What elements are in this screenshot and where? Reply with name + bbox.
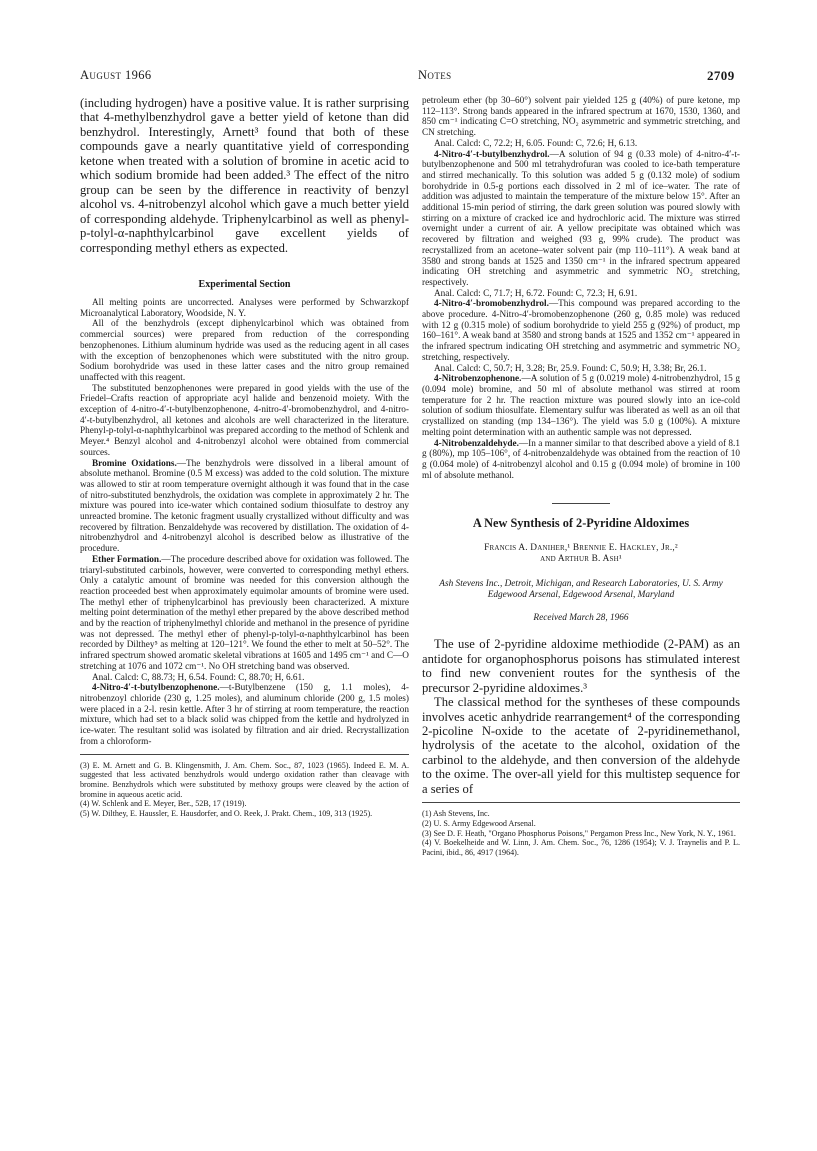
page-number: 2709 bbox=[707, 68, 735, 83]
analysis-line: Anal. Calcd: C, 72.2; H, 6.05. Found: C, 72.6; H, 6.13. bbox=[434, 138, 638, 149]
paragraph-heading: 4-Nitro-4′-t-butylbenzophenone. bbox=[92, 683, 220, 694]
footnote-divider bbox=[422, 802, 740, 803]
footnote-divider bbox=[80, 754, 409, 755]
footnote: (4) V. Boekelheide and W. Linn, J. Am. Chem. Soc., 76, 1286 (1954); V. J. Traynelis and P. L. Pacini, ibid., 86, 4917 (1964). bbox=[422, 838, 740, 858]
exp-paragraph-1: All melting points are uncorrected. Analyses were performed by Schwarzkopf Microanalytical Laboratory, Woodside, N. Y. bbox=[80, 297, 409, 319]
exp-paragraph-3: The substituted benzophenones were prepared in good yields with the use of the Friedel–Crafts reaction of appropriate acyl halide and benzenoid moiety. With the exception of 4-nitro-4′-t-butylbenzophenone, 4-nitro-4′-bromobenzhydrol, and 4-nitro-4′-t-butylbenzhydrol, all ketones and alcohols are well characterized in the literature. Phenyl-p-tolyl-α-naphthylcarbinol was prepared according to the method of Schlenk and Meyer.⁴ Benzyl alcohol and 4-nitrobenzyl alcohol were obtained from commercial sources. bbox=[80, 383, 409, 458]
section-heading: Experimental Section bbox=[198, 278, 291, 290]
paragraph-heading: Bromine Oxidations. bbox=[92, 458, 177, 469]
paragraph-heading: 4-Nitrobenzaldehyde. bbox=[434, 438, 519, 449]
footnote: (1) Ash Stevens, Inc. bbox=[422, 809, 490, 819]
paragraph-text: —This compound was prepared according to the above procedure. 4-Nitro-4′-bromobenzophenone (260 g, 0.85 mole) was reduced with 12 g (0.315 mole) of sodium borohydride to yield 255 g (92%) of product, mp 160–161°. A weak band at 3580 and strong bands at 1525 and 1352 cm⁻¹ appeared in the infrared spectrum indicating OH stretching and asymmetric and symmetric NO₂ stretching, respectively. bbox=[422, 299, 740, 363]
exp-paragraph-4 bbox=[80, 459, 409, 555]
paragraph-text: —In a manner similar to that described above a yield of 8.1 g (80%), mp 105–106°, of 4-nitrobenzaldehyde was obtained from the reaction of 10 g (0.064 mole) of 4-nitrobenzyl alcohol and 0.15 g (0.094 mole) of bromine in 100 ml of absolute methanol. bbox=[422, 438, 740, 481]
article-separator bbox=[552, 503, 610, 504]
paragraph-heading: 4-Nitro-4′-t-butylbenzhydrol. bbox=[434, 149, 550, 160]
footnote: (3) E. M. Arnett and G. B. Klingensmith, J. Am. Chem. Soc., 87, 1023 (1965). Indeed E. M. A. suggested that less activated benzhydrols would undergo oxidation rather than cleavage with bromine. Benzhydrols which were substituted by methoxy groups were cleaved by the action of bromine in aqueous acetic acid. bbox=[80, 760, 409, 799]
paragraph-text: —A solution of 5 g (0.0219 mole) 4-nitrobenzhydrol, 15 g (0.094 mole) bromine, and 50 ml of absolute methanol was stirred at room temperature for 2 hr. The reaction mixture was poured slowly into an ice-cold solution of sodium thiosulfate. Elementary sulfur was liberated as well as an oil that crystallized on standing (mp 134–136°). The yield was 5.0 g (100%). A mixture melting point determination with an authentic sample was not depressed. bbox=[422, 374, 740, 438]
footnote: (5) W. Dilthey, E. Haussler, E. Hausdorfer, and O. Reek, J. Prakt. Chem., 109, 313 (1925). bbox=[80, 809, 373, 819]
running-header-section: Notes bbox=[418, 68, 452, 82]
footnote: (2) U. S. Army Edgewood Arsenal. bbox=[422, 819, 536, 828]
footnote: (4) W. Schlenk and E. Meyer, Ber., 52B, 17 (1919). bbox=[80, 799, 247, 809]
analysis-line: Anal. Calcd: C, 88.73; H, 6.54. Found: C, 88.70; H, 6.61. bbox=[92, 672, 305, 683]
exp-paragraph bbox=[422, 439, 740, 482]
paragraph-heading: 4-Nitrobenzophenone. bbox=[434, 374, 522, 385]
footnote: (3) See D. F. Heath, "Organo Phosphorus Poisons," Pergamon Press Inc., New York, N. Y., 1961. bbox=[422, 828, 736, 838]
paragraph-text: —The procedure described above for oxidation was followed. The triaryl-substituted carbinols, however, were converted to corresponding methyl ethers. Only a catalytic amount of bromine was needed for this conversion although the reaction proceeded best when approximately equimolar amounts of bromine were used. The methyl ether of triphenylcarbinol has previously been characterized. A mixture melting point determination of the methyl ether prepared by the above described method and by the reaction of triphenylmethyl chloride and methanol in the presence of pyridine was not depressed. The methyl ether of phenyl-p-tolyl-α-naphthylcarbinol has been recorded by Dilthey⁵ as melting at 120–121°. We found the ether to melt at 50–52°. The infrared spectrum showed aromatic skeletal vibrations at 1605 and 1495 cm⁻¹ and C—O stretching at 1076 and 1072 cm⁻¹. No OH stretching band was observed. bbox=[80, 554, 409, 672]
paragraph-text: —A solution of 94 g (0.33 mole) of 4-nitro-4′-t-butylbenzophenone and 500 ml tetrahydrofuran was cooled to ice-bath temperature and stirred mechanically. To this solution was added 5 g (0.132 mole) of sodium borohydride in 0.5-g portions each dissolved in 2 ml of ice–water. The rate of addition was adjusted to maintain the temperature of the mixture below 15°. After an additional 15-min period of stirring, the dark green solution was poured slowly with stirring on a mixture of cracked ice and hydrochloric acid. The mixture was stirred overnight under a current of air. A yellow precipitate was obtained which was recovered by filtration and weighed (93 g, 99% crude). The product was recrystallized from an acetone–water solvent pair (mp 110–111°). A weak band at 3580 and strong bands at 1525 and 1350 cm⁻¹ in the infrared spectrum appeared indicating OH stretching and asymmetric and symmetric NO₂ stretching, respectively. bbox=[422, 149, 740, 288]
paragraph-text: —t-Butylbenzene (150 g, 1.1 moles), 4-nitrobenzoyl chloride (230 g, 1.25 moles), and aluminum chloride (200 g, 1.5 moles) were placed in a 2-l. resin kettle. After 3 hr of stirring at room temperature, the reaction mixture, which had set to a black solid was chipped from the kettle and hydrolyzed in ice-water. The resultant solid was isolated by filtration and air dried. Recrystallization from a chloroform- bbox=[80, 683, 409, 747]
affiliation: Ash Stevens Inc., Detroit, Michigan, and Research Laboratories, U. S. Army Edgewood Arsenal, Edgewood Arsenal, Maryland bbox=[439, 579, 723, 601]
running-header-date: August 1966 bbox=[80, 68, 152, 82]
authors bbox=[422, 543, 740, 565]
analysis-line: Anal. Calcd: C, 50.7; H, 3.28; Br, 25.9. Found: C, 50.9; H, 3.38; Br, 26.1. bbox=[434, 363, 707, 374]
paragraph-text: —The benzhydrols were dissolved in a liberal amount of absolute methanol. Bromine (0.5 M excess) was added to the cold solution. The mixture was allowed to stir at room temperature overnight although it was found that in the case of nitro-substituted benzhydrols, the oxidation was complete in approximately 2 hr. The mixture was poured into ice-water which contained sodium thiosulfate to destroy any unreacted bromine. The ketonic fragment usually crystallized without difficulty and was recovered by filtration. Benzaldehyde was recovered by distillation. The oxidation of 4-nitrobenzhydrol and 4-nitrobenzyl alcohol is described below as illustrative of the procedure. bbox=[80, 458, 409, 555]
exp-paragraph bbox=[422, 374, 740, 438]
exp-paragraph-7 bbox=[80, 683, 409, 747]
exp-paragraph bbox=[422, 299, 740, 363]
body-paragraph-2: The classical method for the syntheses of these compounds involves acetic anhydride rearrangement⁴ of the corresponding 2-picoline N-oxide to the acetate of 2-pyridinemethanol, hydrolysis of the acetate to the alcohol, oxidation of the carbinol to the aldehyde, and then conversion of the aldehyde to the oxime. The over-all yield for this multistep sequence for a series of bbox=[422, 695, 740, 796]
body-paragraph-1: The use of 2-pyridine aldoxime methiodide (2-PAM) as an antidote for organophosphorus poisons has stimulated interest to find new convenient routes for the synthesis of the precursor 2-pyridine aldoximes.³ bbox=[422, 637, 740, 695]
exp-paragraph-2: All of the benzhydrols (except diphenylcarbinol which was obtained from commercial sources) were prepared from reduction of the corresponding benzophenones. Lithium aluminum hydride was used as the reducing agent in all cases with the exception of benzophenones which were substituted with the nitro group. Sodium borohydride was used in these latter cases and the nitro group remained unaffected with this reagent. bbox=[80, 319, 409, 383]
received-date: Received March 28, 1966 bbox=[533, 613, 629, 624]
paragraph-heading: 4-Nitro-4′-bromobenzhydrol. bbox=[434, 299, 549, 310]
article-title: A New Synthesis of 2-Pyridine Aldoximes bbox=[472, 516, 690, 531]
left-column bbox=[80, 96, 409, 1151]
exp-paragraph-5 bbox=[80, 555, 409, 673]
intro-paragraph: (including hydrogen) have a positive value. It is rather surprising that 4-methylbenzhydrol gave a better yield of ketone than did benzhydrol. Interestingly, Arnett³ found that both of these compounds gave a nearly quantitative yield of corresponding ketone when treated with a solution of bromine in acetic acid to which sodium bromide had been added.³ The effect of the nitro group can be seen by the difference in reactivity of benzyl alcohol vs. 4-nitrobenzyl alcohol which gave a much better yield of corresponding aldehyde. Triphenylcarbinol as well as phenyl-p-tolyl-α-naphthylcarbinol gave excellent yields of corresponding methyl ethers as expected. bbox=[80, 96, 409, 255]
analysis-line: Anal. Calcd: C, 71.7; H, 6.72. Found: C, 72.3; H, 6.91. bbox=[434, 288, 638, 299]
exp-paragraph bbox=[422, 150, 740, 289]
paragraph-heading: Ether Formation. bbox=[92, 554, 162, 565]
continued-paragraph: petroleum ether (bp 30–60°) solvent pair yielded 125 g (40%) of pure ketone, mp 112–113°. Strong bands appeared in the infrared spectrum at 1670, 1530, 1360, and 850 cm⁻¹ indicating C=O stretching, NO₂ asymmetric and symmetric stretching, and CN stretching. bbox=[422, 96, 740, 139]
authors-line: Francis A. Daniher,¹ Brennie E. Hackley, Jr.,² bbox=[484, 543, 678, 554]
authors-line: and Arthur B. Ash¹ bbox=[540, 554, 622, 565]
right-column bbox=[422, 96, 740, 1151]
